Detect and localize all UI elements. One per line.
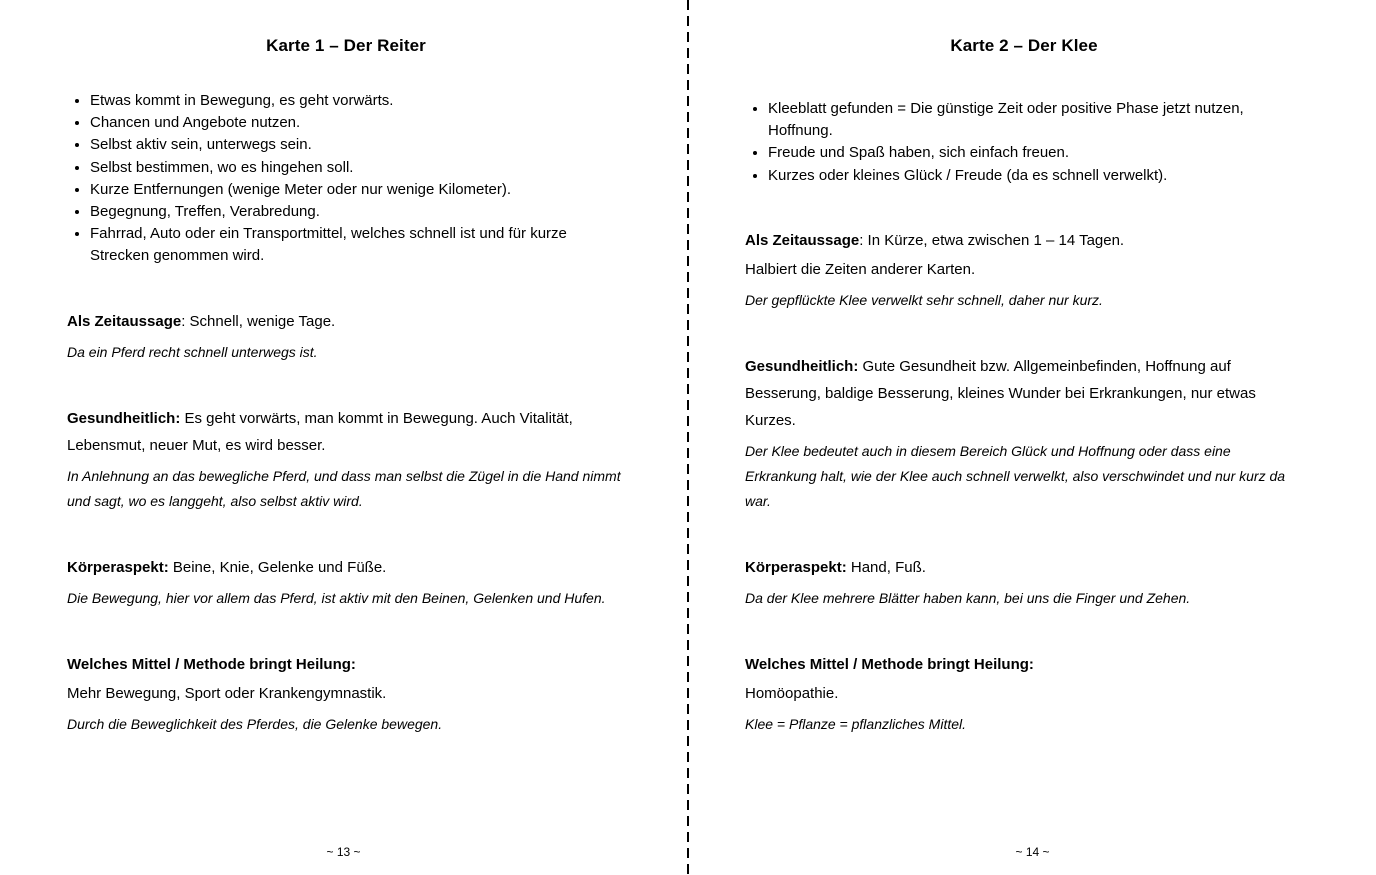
section-heading-paragraph [745,651,1303,678]
bullet-item: • Etwas kommt in Bewegung, es geht vorwärts. [90,90,625,112]
section-heading-paragraph: Gesundheitlich: Es geht vorwärts, man kommt in Bewegung. Auch Vitalität, Lebensmut, neuer Mut, es wird besser. [67,409,573,454]
italic-note: In Anlehnung an das bewegliche Pferd, und dass man selbst die Zügel in die Hand nimmt und sagt, wo es langgeht, also selbst aktiv wird. [67,467,621,509]
section-heading-paragraph: Körperaspekt: Beine, Knie, Gelenke und Füße. [67,558,387,576]
body-paragraph: Homöopathie. [745,684,839,702]
bullet-item: • Begegnung, Treffen, Verabredung. [90,201,625,223]
section [745,353,1303,514]
page-title: Karte 1 – Der Reiter [266,36,426,55]
bullet-item: • Chancen und Angebote nutzen. [90,112,625,134]
section-heading-paragraph: Körperaspekt: Hand, Fuß. [745,558,926,576]
section-label: Welches Mittel / Methode bringt Heilung: [745,655,1034,673]
page-left [0,0,687,875]
section-heading-paragraph: Gesundheitlich: Gute Gesundheit bzw. Allgemeinbefinden, Hoffnung auf Besserung, baldige Besserung, kleines Wunder bei Erkrankungen, nur etwas Kurzes. [745,357,1256,429]
section-label: Körperaspekt: [67,558,169,576]
section [67,554,625,611]
bullet-item: • Kurze Entfernungen (wenige Meter oder nur wenige Kilometer). [90,179,625,201]
page-number: ~ 13 ~ [326,845,361,859]
section [67,651,625,737]
body-paragraph: Mehr Bewegung, Sport oder Krankengymnastik. [67,684,387,702]
bullet-item: • Freude und Spaß haben, sich einfach freuen. [768,142,1303,164]
section-heading-paragraph [67,651,625,678]
section [67,308,625,365]
section [67,405,625,514]
sections [67,308,625,737]
section-label: Gesundheitlich: [67,409,181,427]
section-label: Körperaspekt: [745,558,847,576]
section [745,554,1303,611]
sections [745,227,1303,737]
italic-note: Die Bewegung, hier vor allem das Pferd, ist aktiv mit den Beinen, Gelenken und Hufen. [67,589,606,606]
bullet-item: • Kurzes oder kleines Glück / Freude (da es schnell verwelkt). [768,165,1303,187]
section-heading-paragraph: Als Zeitaussage: In Kürze, etwa zwischen 1 – 14 Tagen. [745,231,1125,249]
italic-note: Der Klee bedeutet auch in diesem Bereich Glück und Hoffnung oder dass eine Erkrankung halt, wie der Klee auch schnell verwelkt, also verschwindet und nur kurz da war. [745,442,1286,509]
bullet-item: • Kleeblatt gefunden = Die günstige Zeit oder positive Phase jetzt nutzen, Hoffnung. [768,98,1303,142]
page-title: Karte 2 – Der Klee [950,36,1098,55]
section-heading-paragraph: Als Zeitaussage: Schnell, wenige Tage. [67,312,336,330]
body-paragraph: Halbiert die Zeiten anderer Karten. [745,260,976,278]
section [745,227,1303,313]
bullet-item: • Selbst bestimmen, wo es hingehen soll. [90,157,625,179]
bullet-item: • Selbst aktiv sein, unterwegs sein. [90,134,625,156]
section [745,651,1303,737]
italic-note: Klee = Pflanze = pflanzliches Mittel. [745,715,967,732]
section-label: Welches Mittel / Methode bringt Heilung: [67,655,356,673]
page-right [689,0,1376,875]
page-number: ~ 14 ~ [1015,845,1050,859]
section-label: Als Zeitaussage [67,312,182,330]
bullet-list [67,90,625,268]
italic-note: Der gepflückte Klee verwelkt sehr schnell, daher nur kurz. [745,291,1103,308]
italic-note: Da ein Pferd recht schnell unterwegs ist. [67,343,318,360]
bullet-item: • Fahrrad, Auto oder ein Transportmittel, welches schnell ist und für kurze Strecken genommen wird. [90,223,625,267]
bullet-list [745,98,1303,187]
section-label: Gesundheitlich: [745,357,859,375]
italic-note: Durch die Beweglichkeit des Pferdes, die Gelenke bewegen. [67,715,443,732]
italic-note: Da der Klee mehrere Blätter haben kann, bei uns die Finger und Zehen. [745,589,1191,606]
section-label: Als Zeitaussage [745,231,860,249]
